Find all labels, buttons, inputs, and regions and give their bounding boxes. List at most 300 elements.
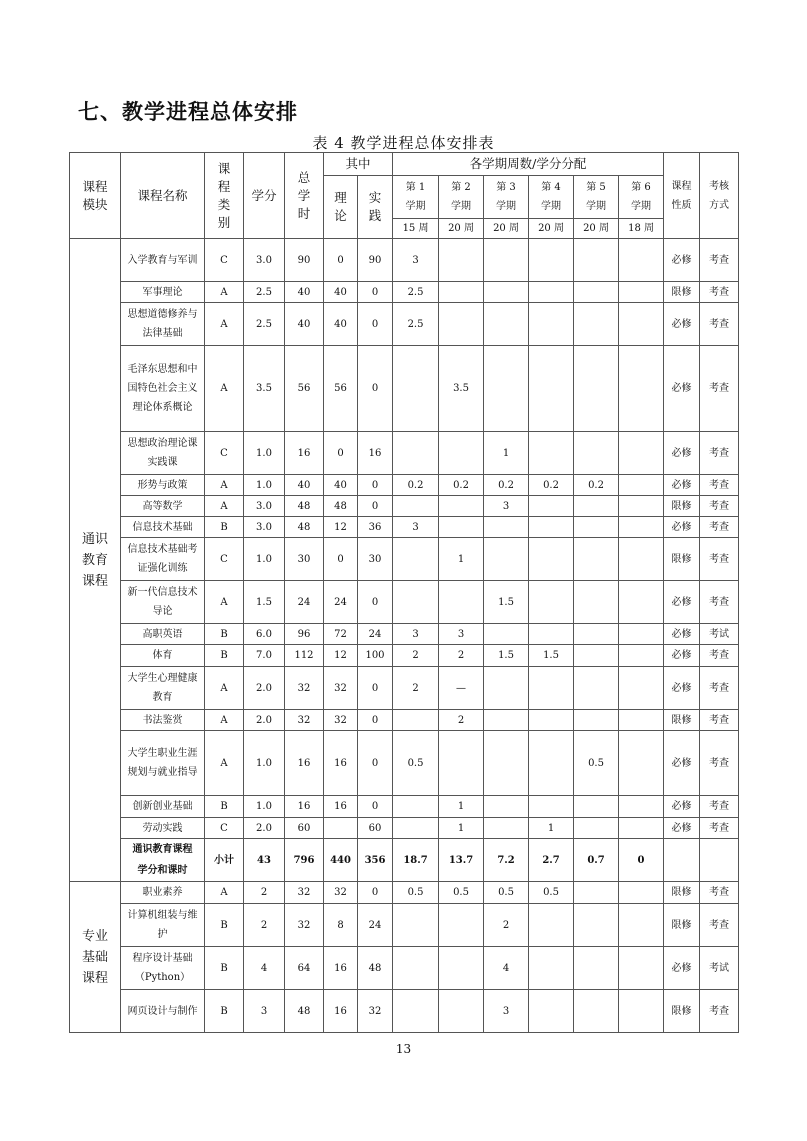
course-exam: 考查 — [700, 496, 739, 517]
semester-value — [619, 475, 664, 496]
semester-value: 2 — [439, 645, 484, 667]
semester-value: 0.2 — [439, 475, 484, 496]
course-credits: 4 — [244, 947, 285, 990]
table-row — [70, 624, 739, 645]
course-name: 劳动实践 — [121, 818, 205, 839]
subtotal-nature-empty — [664, 839, 700, 882]
subtotal-label: 小计 — [205, 839, 244, 882]
course-theory — [324, 818, 358, 839]
semester-value: 0.2 — [484, 475, 529, 496]
table-row — [70, 904, 739, 947]
semester-value — [484, 667, 529, 710]
semester-value — [619, 667, 664, 710]
semester-value — [619, 496, 664, 517]
course-type: B — [205, 904, 244, 947]
course-type: A — [205, 581, 244, 624]
course-hours: 40 — [285, 282, 324, 303]
semester-value — [574, 282, 619, 303]
course-name: 体育 — [121, 645, 205, 667]
semester-value — [529, 496, 574, 517]
table-row — [70, 667, 739, 710]
course-practice: 0 — [358, 303, 393, 346]
subtotal-exam-empty — [700, 839, 739, 882]
course-theory: 72 — [324, 624, 358, 645]
course-credits: 2 — [244, 882, 285, 904]
semester-value — [529, 731, 574, 796]
course-hours: 40 — [285, 475, 324, 496]
course-name: 高等数学 — [121, 496, 205, 517]
course-nature: 限修 — [664, 710, 700, 731]
semester-value — [619, 303, 664, 346]
semester-value — [619, 624, 664, 645]
subtotal-theory: 440 — [324, 839, 358, 882]
course-practice: 48 — [358, 947, 393, 990]
semester-value — [439, 239, 484, 282]
course-hours: 32 — [285, 904, 324, 947]
course-type: B — [205, 517, 244, 538]
semester-value: 2 — [439, 710, 484, 731]
course-exam: 考查 — [700, 710, 739, 731]
header-name: 课程名称 — [121, 153, 205, 239]
subtotal-semester-value: 13.7 — [439, 839, 484, 882]
table-row — [70, 990, 739, 1033]
course-name: 毛泽东思想和中国特色社会主义理论体系概论 — [121, 346, 205, 432]
course-credits: 2.5 — [244, 303, 285, 346]
semester-value: 0.5 — [574, 731, 619, 796]
semester-value — [529, 581, 574, 624]
table-row — [70, 517, 739, 538]
course-exam: 考试 — [700, 624, 739, 645]
semester-value — [574, 581, 619, 624]
course-credits: 1.0 — [244, 731, 285, 796]
semester-value — [393, 796, 439, 818]
header-semester-2: 第 2 学期 — [439, 176, 484, 219]
course-hours: 90 — [285, 239, 324, 282]
course-theory: 48 — [324, 496, 358, 517]
semester-value — [484, 731, 529, 796]
course-name: 入学教育与军训 — [121, 239, 205, 282]
course-theory: 32 — [324, 710, 358, 731]
course-type: A — [205, 667, 244, 710]
table-row — [70, 645, 739, 667]
semester-value — [574, 904, 619, 947]
course-nature: 必修 — [664, 624, 700, 645]
table-row — [70, 346, 739, 432]
course-hours: 16 — [285, 432, 324, 475]
semester-value — [574, 517, 619, 538]
header-weeks-4: 20 周 — [529, 219, 574, 239]
course-nature: 必修 — [664, 346, 700, 432]
course-hours: 24 — [285, 581, 324, 624]
course-hours: 56 — [285, 346, 324, 432]
semester-value — [619, 517, 664, 538]
semester-value — [439, 282, 484, 303]
semester-value — [439, 496, 484, 517]
semester-value: 3 — [484, 496, 529, 517]
course-name: 形势与政策 — [121, 475, 205, 496]
semester-value — [484, 239, 529, 282]
course-hours: 32 — [285, 882, 324, 904]
semester-value — [574, 818, 619, 839]
course-practice: 100 — [358, 645, 393, 667]
header-exam: 考核方式 — [700, 153, 739, 239]
semester-value: 1 — [439, 818, 484, 839]
course-exam: 考查 — [700, 796, 739, 818]
module-label: 专业基础课程 — [70, 882, 121, 1033]
table-row — [70, 475, 739, 496]
course-credits: 1.0 — [244, 796, 285, 818]
course-practice: 0 — [358, 796, 393, 818]
course-nature: 必修 — [664, 475, 700, 496]
semester-value: 1 — [529, 818, 574, 839]
semester-value — [619, 239, 664, 282]
semester-value: 3 — [393, 239, 439, 282]
table-row — [70, 432, 739, 475]
table-row — [70, 239, 739, 282]
course-theory: 56 — [324, 346, 358, 432]
course-name: 思想政治理论课实践课 — [121, 432, 205, 475]
semester-value — [619, 282, 664, 303]
course-practice: 24 — [358, 904, 393, 947]
semester-value — [619, 947, 664, 990]
course-credits: 1.0 — [244, 432, 285, 475]
course-name: 创新创业基础 — [121, 796, 205, 818]
course-type: C — [205, 432, 244, 475]
course-hours: 32 — [285, 667, 324, 710]
course-credits: 1.0 — [244, 538, 285, 581]
module-label: 通识教育课程 — [70, 239, 121, 882]
course-hours: 112 — [285, 645, 324, 667]
header-theory: 理论 — [324, 176, 358, 239]
subtotal-semester-value: 0.7 — [574, 839, 619, 882]
semester-value — [439, 581, 484, 624]
semester-value — [619, 818, 664, 839]
semester-value — [574, 990, 619, 1033]
course-credits: 6.0 — [244, 624, 285, 645]
course-theory: 16 — [324, 947, 358, 990]
course-exam: 考查 — [700, 990, 739, 1033]
course-hours: 32 — [285, 710, 324, 731]
course-credits: 2 — [244, 904, 285, 947]
semester-value: 1 — [484, 432, 529, 475]
semester-value — [619, 538, 664, 581]
course-credits: 2.0 — [244, 818, 285, 839]
table-row — [70, 303, 739, 346]
semester-value — [574, 432, 619, 475]
course-hours: 30 — [285, 538, 324, 581]
header-weeks-3: 20 周 — [484, 219, 529, 239]
subtotal-hours: 796 — [285, 839, 324, 882]
semester-value — [529, 346, 574, 432]
semester-value — [574, 667, 619, 710]
course-name: 思想道德修养与法律基础 — [121, 303, 205, 346]
course-name: 军事理论 — [121, 282, 205, 303]
course-nature: 必修 — [664, 645, 700, 667]
course-practice: 0 — [358, 882, 393, 904]
course-nature: 必修 — [664, 517, 700, 538]
table-row — [70, 496, 739, 517]
course-type: B — [205, 796, 244, 818]
semester-value: 3 — [393, 517, 439, 538]
course-theory: 16 — [324, 796, 358, 818]
semester-value — [574, 239, 619, 282]
course-exam: 考查 — [700, 731, 739, 796]
header-weeks-2: 20 周 — [439, 219, 484, 239]
course-exam: 考查 — [700, 818, 739, 839]
table-row — [70, 947, 739, 990]
course-type: B — [205, 947, 244, 990]
semester-value — [393, 432, 439, 475]
semester-value — [619, 581, 664, 624]
semester-value — [393, 904, 439, 947]
table-row — [70, 282, 739, 303]
course-type: A — [205, 496, 244, 517]
semester-value — [484, 346, 529, 432]
course-type: A — [205, 346, 244, 432]
semester-value — [529, 303, 574, 346]
header-credits: 学分 — [244, 153, 285, 239]
header-module: 课程模块 — [70, 153, 121, 239]
semester-value: 2.5 — [393, 282, 439, 303]
course-name: 大学生职业生涯规划与就业指导 — [121, 731, 205, 796]
header-semester-3: 第 3 学期 — [484, 176, 529, 219]
course-exam: 考试 — [700, 947, 739, 990]
course-nature: 必修 — [664, 303, 700, 346]
subtotal-name: 通识教育课程学分和课时 — [121, 839, 205, 882]
semester-value: 2 — [484, 904, 529, 947]
semester-value — [574, 882, 619, 904]
semester-value: 1 — [439, 538, 484, 581]
course-theory: 12 — [324, 517, 358, 538]
course-practice: 0 — [358, 282, 393, 303]
semester-value — [529, 990, 574, 1033]
course-type: A — [205, 475, 244, 496]
header-hours: 总学时 — [285, 153, 324, 239]
semester-value — [529, 282, 574, 303]
semester-value: 1.5 — [484, 645, 529, 667]
course-theory: 24 — [324, 581, 358, 624]
semester-value: 0.5 — [484, 882, 529, 904]
course-type: A — [205, 731, 244, 796]
semester-value — [393, 818, 439, 839]
course-practice: 0 — [358, 475, 393, 496]
semester-value — [439, 731, 484, 796]
header-type: 课程类别 — [205, 153, 244, 239]
course-exam: 考查 — [700, 517, 739, 538]
semester-value — [393, 538, 439, 581]
semester-value — [393, 710, 439, 731]
course-name: 新一代信息技术导论 — [121, 581, 205, 624]
semester-value: 3.5 — [439, 346, 484, 432]
course-nature: 必修 — [664, 818, 700, 839]
course-type: A — [205, 303, 244, 346]
course-theory: 0 — [324, 239, 358, 282]
semester-value — [484, 624, 529, 645]
course-credits: 3.5 — [244, 346, 285, 432]
course-hours: 16 — [285, 731, 324, 796]
course-exam: 考查 — [700, 645, 739, 667]
course-nature: 必修 — [664, 731, 700, 796]
course-hours: 60 — [285, 818, 324, 839]
semester-value: 0.5 — [393, 731, 439, 796]
table-row — [70, 796, 739, 818]
course-credits: 3.0 — [244, 496, 285, 517]
course-exam: 考查 — [700, 432, 739, 475]
semester-value: — — [439, 667, 484, 710]
course-type: C — [205, 239, 244, 282]
semester-value: 0.5 — [529, 882, 574, 904]
semester-value — [439, 947, 484, 990]
table-row — [70, 818, 739, 839]
semester-value — [393, 581, 439, 624]
course-nature: 必修 — [664, 432, 700, 475]
semester-value — [574, 947, 619, 990]
course-practice: 32 — [358, 990, 393, 1033]
course-theory: 0 — [324, 432, 358, 475]
course-exam: 考查 — [700, 667, 739, 710]
semester-value — [529, 432, 574, 475]
subtotal-semester-value: 18.7 — [393, 839, 439, 882]
course-nature: 限修 — [664, 904, 700, 947]
table-row — [70, 710, 739, 731]
subtotal-semester-value: 7.2 — [484, 839, 529, 882]
course-hours: 48 — [285, 517, 324, 538]
course-exam: 考查 — [700, 239, 739, 282]
semester-value — [529, 947, 574, 990]
semester-value: 1.5 — [484, 581, 529, 624]
course-nature: 限修 — [664, 990, 700, 1033]
course-nature: 必修 — [664, 796, 700, 818]
course-theory: 40 — [324, 303, 358, 346]
course-credits: 2.0 — [244, 710, 285, 731]
table-row — [70, 882, 739, 904]
course-practice: 0 — [358, 731, 393, 796]
header-weeks-5: 20 周 — [574, 219, 619, 239]
semester-value: 1 — [439, 796, 484, 818]
course-practice: 36 — [358, 517, 393, 538]
course-name: 信息技术基础 — [121, 517, 205, 538]
course-exam: 考查 — [700, 475, 739, 496]
course-theory: 12 — [324, 645, 358, 667]
course-type: A — [205, 882, 244, 904]
table-row — [70, 538, 739, 581]
semester-value — [393, 496, 439, 517]
header-semester-5: 第 5 学期 — [574, 176, 619, 219]
header-semester-1: 第 1 学期 — [393, 176, 439, 219]
course-theory: 8 — [324, 904, 358, 947]
semester-value — [619, 882, 664, 904]
semester-value — [529, 904, 574, 947]
semester-value — [574, 496, 619, 517]
course-type: C — [205, 818, 244, 839]
subtotal-semester-value: 0 — [619, 839, 664, 882]
header-semester-6: 第 6 学期 — [619, 176, 664, 219]
semester-value — [484, 796, 529, 818]
semester-value — [439, 517, 484, 538]
semester-value: 0.5 — [439, 882, 484, 904]
course-exam: 考查 — [700, 904, 739, 947]
course-nature: 限修 — [664, 496, 700, 517]
course-practice: 0 — [358, 346, 393, 432]
semester-value — [574, 538, 619, 581]
semester-value — [529, 667, 574, 710]
course-credits: 7.0 — [244, 645, 285, 667]
semester-value — [484, 282, 529, 303]
course-type: A — [205, 282, 244, 303]
semester-value — [439, 904, 484, 947]
course-nature: 必修 — [664, 947, 700, 990]
course-nature: 限修 — [664, 282, 700, 303]
header-nature: 课程性质 — [664, 153, 700, 239]
course-type: A — [205, 710, 244, 731]
course-hours: 48 — [285, 990, 324, 1033]
page-number: 13 — [395, 1042, 412, 1056]
semester-value — [484, 538, 529, 581]
subtotal-semester-value: 2.7 — [529, 839, 574, 882]
header-semesters-title: 各学期周数/学分分配 — [393, 153, 664, 176]
semester-value: 0.5 — [393, 882, 439, 904]
semester-value — [574, 645, 619, 667]
semester-value: 2 — [393, 645, 439, 667]
course-credits: 3.0 — [244, 239, 285, 282]
course-hours: 64 — [285, 947, 324, 990]
semester-value: 0.2 — [393, 475, 439, 496]
semester-value: 2 — [393, 667, 439, 710]
course-name: 网页设计与制作 — [121, 990, 205, 1033]
semester-value: 1.5 — [529, 645, 574, 667]
course-exam: 考查 — [700, 282, 739, 303]
course-nature: 限修 — [664, 882, 700, 904]
course-practice: 0 — [358, 496, 393, 517]
course-practice: 16 — [358, 432, 393, 475]
course-name: 大学生心理健康教育 — [121, 667, 205, 710]
semester-value: 0.2 — [529, 475, 574, 496]
course-name: 计算机组装与维护 — [121, 904, 205, 947]
course-nature: 必修 — [664, 239, 700, 282]
semester-value — [439, 990, 484, 1033]
course-credits: 2.0 — [244, 667, 285, 710]
semester-value — [439, 303, 484, 346]
course-type: B — [205, 624, 244, 645]
semester-value — [619, 731, 664, 796]
header-weeks-1: 15 周 — [393, 219, 439, 239]
course-type: B — [205, 645, 244, 667]
header-of-which: 其中 — [324, 153, 393, 176]
course-type: B — [205, 990, 244, 1033]
course-theory: 16 — [324, 990, 358, 1033]
semester-value — [484, 710, 529, 731]
course-theory: 32 — [324, 667, 358, 710]
course-exam: 考查 — [700, 882, 739, 904]
course-practice: 0 — [358, 667, 393, 710]
course-hours: 96 — [285, 624, 324, 645]
course-practice: 90 — [358, 239, 393, 282]
semester-value — [574, 346, 619, 432]
semester-value — [393, 947, 439, 990]
course-nature: 必修 — [664, 581, 700, 624]
header-row-1 — [70, 153, 739, 176]
semester-value — [484, 303, 529, 346]
semester-value — [574, 796, 619, 818]
semester-value — [529, 796, 574, 818]
course-exam: 考查 — [700, 538, 739, 581]
table-caption: 表 4 教学进程总体安排表 — [312, 134, 495, 152]
semester-value: 3 — [393, 624, 439, 645]
course-exam: 考查 — [700, 581, 739, 624]
course-credits: 2.5 — [244, 282, 285, 303]
semester-value — [619, 710, 664, 731]
course-credits: 1.5 — [244, 581, 285, 624]
